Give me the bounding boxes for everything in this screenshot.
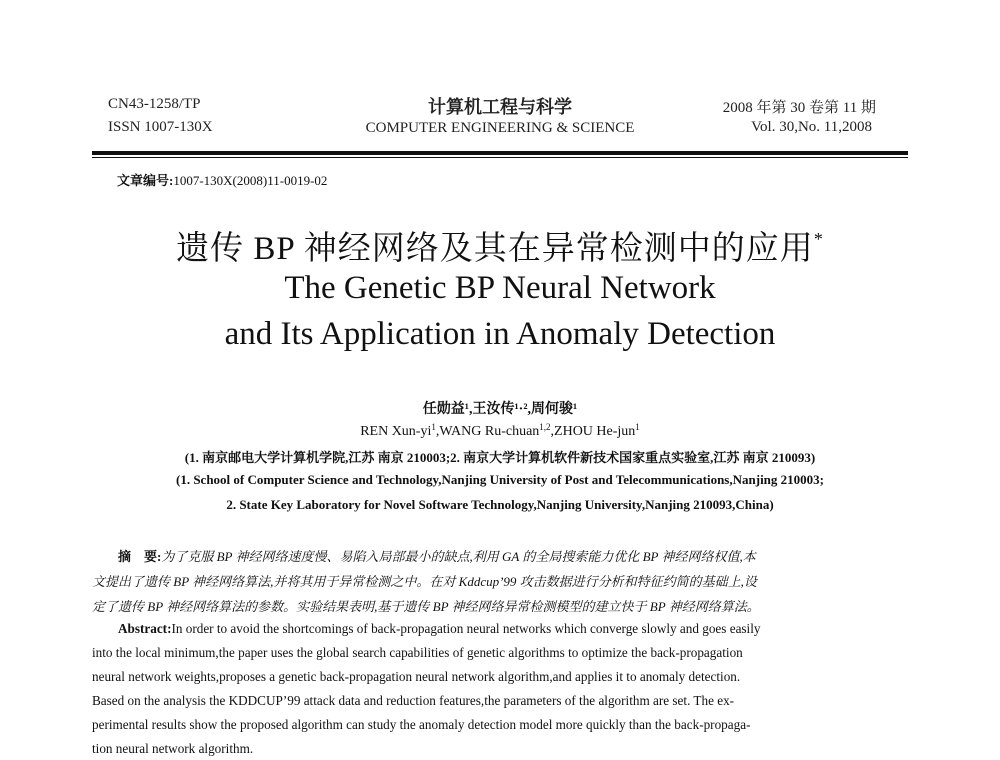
title-cn xyxy=(0,222,1000,269)
abstract-en-line: Abstract:In order to avoid the shortcomings of back-propagation neural networks which converge slowly and goes easily xyxy=(118,621,761,636)
title-footnote-mark: * xyxy=(813,229,824,249)
affiliation-cn: (1. 南京邮电大学计算机学院,江苏 南京 210003;2. 南京大学计算机软件新技术国家重点实验室,江苏 南京 210093) xyxy=(184,450,816,465)
authors-en: REN Xun-$yi^1,WANG$ Ru-chuan$^{1,2}$,ZHOU He-jun$^1$ xyxy=(360,422,640,439)
title-en-line2: and Its Application in Anomaly Detection xyxy=(224,316,776,352)
abstract-en-line: perimental results show the proposed algorithm can study the anomaly detection model more quickly than the back-propaga- xyxy=(92,717,751,732)
cn-code: CN43-1258/TP xyxy=(108,96,201,112)
abstract-en-line: into the local minimum,the paper uses the global search capabilities of genetic algorithms to optimize the back-propagation xyxy=(92,645,743,660)
author-3: ZHOU He-jun$^1$ xyxy=(554,422,640,439)
author-2: WANG Ru-chuan$^{1,2}$ xyxy=(439,422,551,439)
header-rule-thick xyxy=(92,151,908,155)
abstract-cn-line: 摘 要:为了克服 BP 神经网络速度慢、易陷入局部最小的缺点,利用 GA 的全局搜索能力优化 BP 神经网络权值,本 xyxy=(118,549,756,564)
abstract-en-line: tion neural network algorithm. xyxy=(92,741,254,756)
article-number xyxy=(117,170,327,189)
issn: ISSN 1007-130X xyxy=(108,119,213,135)
authors-cn: 任勋益¹,王汝传¹·²,周何骏¹ xyxy=(422,402,578,417)
abstract-en-label: Abstract: xyxy=(118,621,172,636)
article-number-value: 1007-130X(2008)11-0019-02 xyxy=(173,173,328,188)
journal-title-en: COMPUTER ENGINEERING & SCIENCE xyxy=(365,120,635,136)
issue-en: Vol. 30,No. 11,2008 xyxy=(751,119,872,135)
author-1: REN Xun-$yi^1$ xyxy=(360,422,436,439)
issue-cn: 2008 年第 30 卷第 11 期 xyxy=(722,100,876,116)
journal-title-cn: 计算机工程与科学 xyxy=(428,97,572,117)
header-rule-thin xyxy=(92,157,908,158)
article-number-label: 文章编号: xyxy=(117,173,174,188)
abstract-cn-line: 文提出了遗传 BP 神经网络算法,并将其用于异常检测之中。在对 Kddcup’99 攻击数据进行分析和特征约简的基础上,设 xyxy=(92,574,757,589)
title-cn-text: 遗传 BP 神经网络及其在异常检测中的应用 xyxy=(176,231,814,267)
abstract-cn-label: 摘 要: xyxy=(118,549,162,564)
affiliation-en-line1: (1. School of Computer Science and Technology,Nanjing University of Post and Telecommunications,Nanjing 210003; xyxy=(175,472,824,487)
abstract-cn-line: 定了遗传 BP 神经网络算法的参数。实验结果表明,基于遗传 BP 神经网络异常检测模型的建立快于 BP 神经网络算法。 xyxy=(92,599,760,614)
abstract-en-line: neural network weights,proposes a genetic back-propagation neural network algorithm,and applies it to anomaly detection. xyxy=(92,669,741,684)
abstract-en-line: Based on the analysis the KDDCUP’99 attack data and reduction features,the parameters of the algorithm are set. The ex- xyxy=(92,693,735,708)
affiliation-en-line2: 2. State Key Laboratory for Novel Software Technology,Nanjing University,Nanjing 210093,China) xyxy=(226,497,774,512)
title-en-line1: The Genetic BP Neural Network xyxy=(284,270,716,306)
